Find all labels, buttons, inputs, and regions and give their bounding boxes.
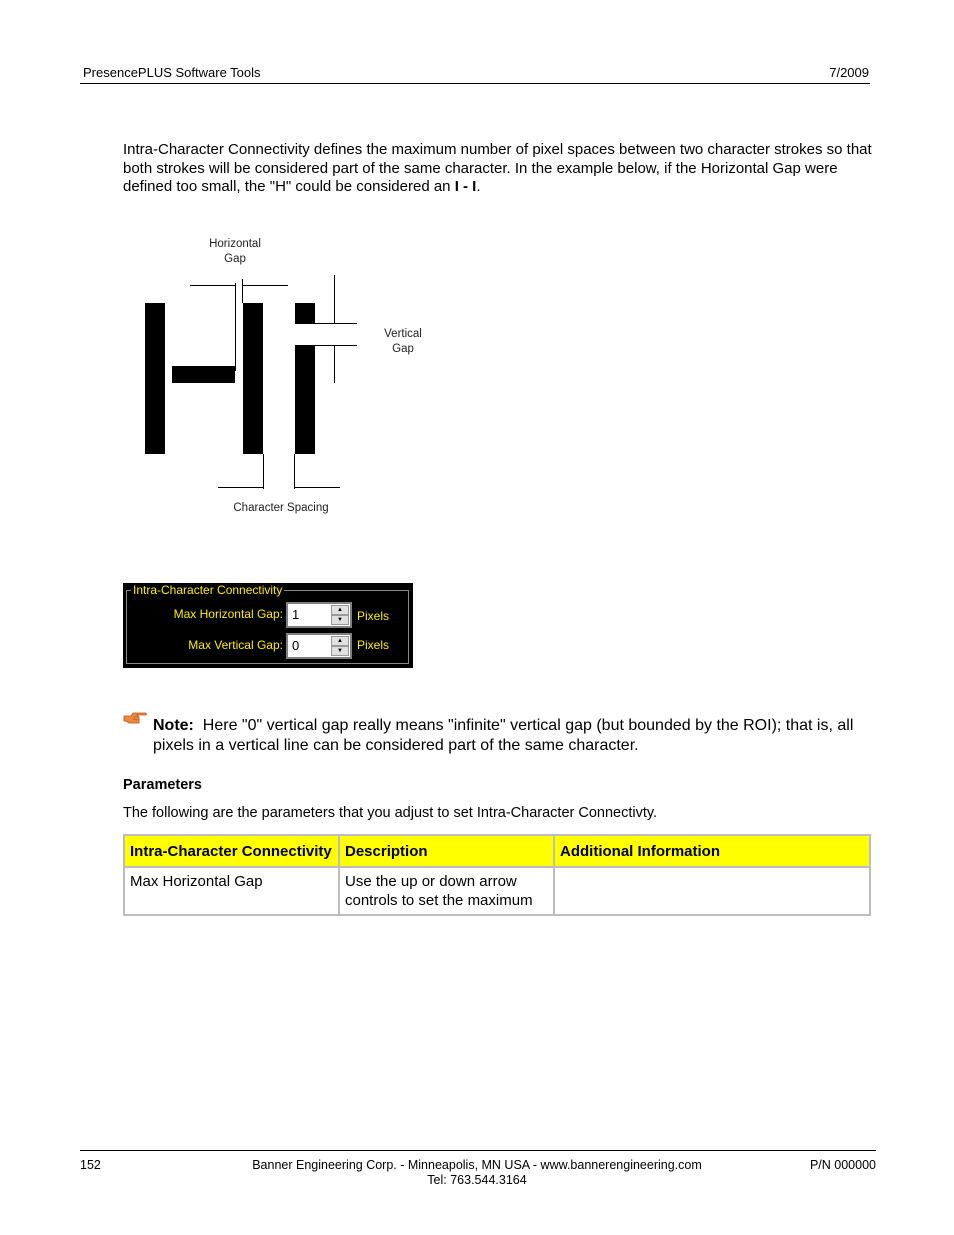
- footer-center: [200, 1158, 754, 1188]
- parameters-heading: Parameters: [123, 777, 202, 793]
- hgap-left-arrow: [190, 285, 235, 286]
- h-crossbar: [172, 366, 235, 383]
- header-title: PresencePLUS Software Tools: [83, 65, 261, 80]
- pointing-hand-icon: [123, 711, 147, 725]
- spin-down-icon[interactable]: ▼: [331, 615, 349, 625]
- panel-title: Intra-Character Connectivity: [133, 583, 283, 597]
- parameters-intro: The following are the parameters that you adjust to set Intra-Character Connectivty.: [123, 805, 658, 821]
- table-header-row: [124, 835, 870, 867]
- vgap-top-arrow: [334, 275, 335, 323]
- column-header: Additional Information: [554, 835, 870, 867]
- intro-paragraph: [123, 141, 873, 197]
- intro-bold-example: I - I: [454, 178, 477, 195]
- table-row: [124, 867, 870, 915]
- max-vertical-gap-value[interactable]: 0: [292, 638, 300, 653]
- panel-groupbox: [126, 590, 409, 664]
- max-vertical-gap-label: Max Vertical Gap:: [188, 638, 283, 652]
- char2-top-stroke: [295, 303, 315, 324]
- table-cell: Max Horizontal Gap: [124, 867, 339, 915]
- table-cell: Use the up or down arrow controls to set the maximum: [339, 867, 554, 915]
- footer-company: Banner Engineering Corp. - Minneapolis, MN USA - www.bannerengineering.com: [252, 1158, 702, 1172]
- char2-bottom-stroke: [295, 345, 315, 454]
- vgap-bottom-arrow: [334, 346, 335, 383]
- hgap-right-arrow: [243, 285, 288, 286]
- intro-text-end: .: [476, 178, 481, 195]
- note-text: Here "0" vertical gap really means "infinite" vertical gap (but bounded by the ROI); that is, all pixels in a vertical line can be considered part of the same character.: [153, 717, 854, 754]
- max-vertical-gap-spinner[interactable]: [286, 633, 352, 659]
- vgap-top-extension: [315, 323, 357, 324]
- footer-phone: Tel: 763.544.3164: [427, 1173, 527, 1187]
- spacing-right-extension: [294, 454, 295, 489]
- h-left-stroke: [145, 303, 165, 454]
- column-header: Intra-Character Connectivity: [124, 835, 339, 867]
- spacing-left-arrow: [218, 487, 263, 488]
- character-spacing-label: Character Spacing: [233, 502, 329, 514]
- footer-part-number: P/N 000000: [809, 1158, 876, 1172]
- note-block: [153, 716, 871, 756]
- max-horizontal-gap-label: Max Horizontal Gap:: [173, 607, 283, 621]
- spacing-right-arrow: [295, 487, 340, 488]
- max-horizontal-gap-unit: Pixels: [357, 609, 390, 623]
- hgap-left-extension: [235, 283, 236, 371]
- max-horizontal-gap-value[interactable]: 1: [292, 607, 300, 622]
- intro-text: Intra-Character Connectivity defines the maximum number of pixel spaces between two character strokes so that both strokes will be considered part of the same character. In the example below, if the Horizontal Gap were defined too small, the "H" could be considered an: [123, 141, 872, 195]
- spacing-left-extension: [263, 454, 264, 489]
- footer-rule: [80, 1150, 876, 1151]
- header-date: 7/2009: [829, 65, 869, 80]
- header-rule: [80, 83, 870, 84]
- parameters-table: [123, 834, 871, 916]
- table-cell: [554, 867, 870, 915]
- page-number: 152: [80, 1158, 101, 1172]
- vgap-bottom-extension: [315, 345, 357, 346]
- max-vertical-gap-unit: Pixels: [357, 638, 390, 652]
- vertical-gap-label: Vertical Gap: [384, 328, 422, 355]
- note-label: Note:: [153, 717, 194, 734]
- spin-down-icon[interactable]: ▼: [331, 646, 349, 656]
- connectivity-control-panel: [123, 583, 413, 668]
- h-right-stroke: [243, 303, 263, 454]
- horizontal-gap-label: Horizontal Gap: [209, 238, 261, 265]
- spin-up-icon[interactable]: ▲: [331, 605, 349, 615]
- column-header: Description: [339, 835, 554, 867]
- hgap-right-extension: [242, 279, 243, 303]
- spin-up-icon[interactable]: ▲: [331, 636, 349, 646]
- max-horizontal-gap-spinner[interactable]: [286, 602, 352, 628]
